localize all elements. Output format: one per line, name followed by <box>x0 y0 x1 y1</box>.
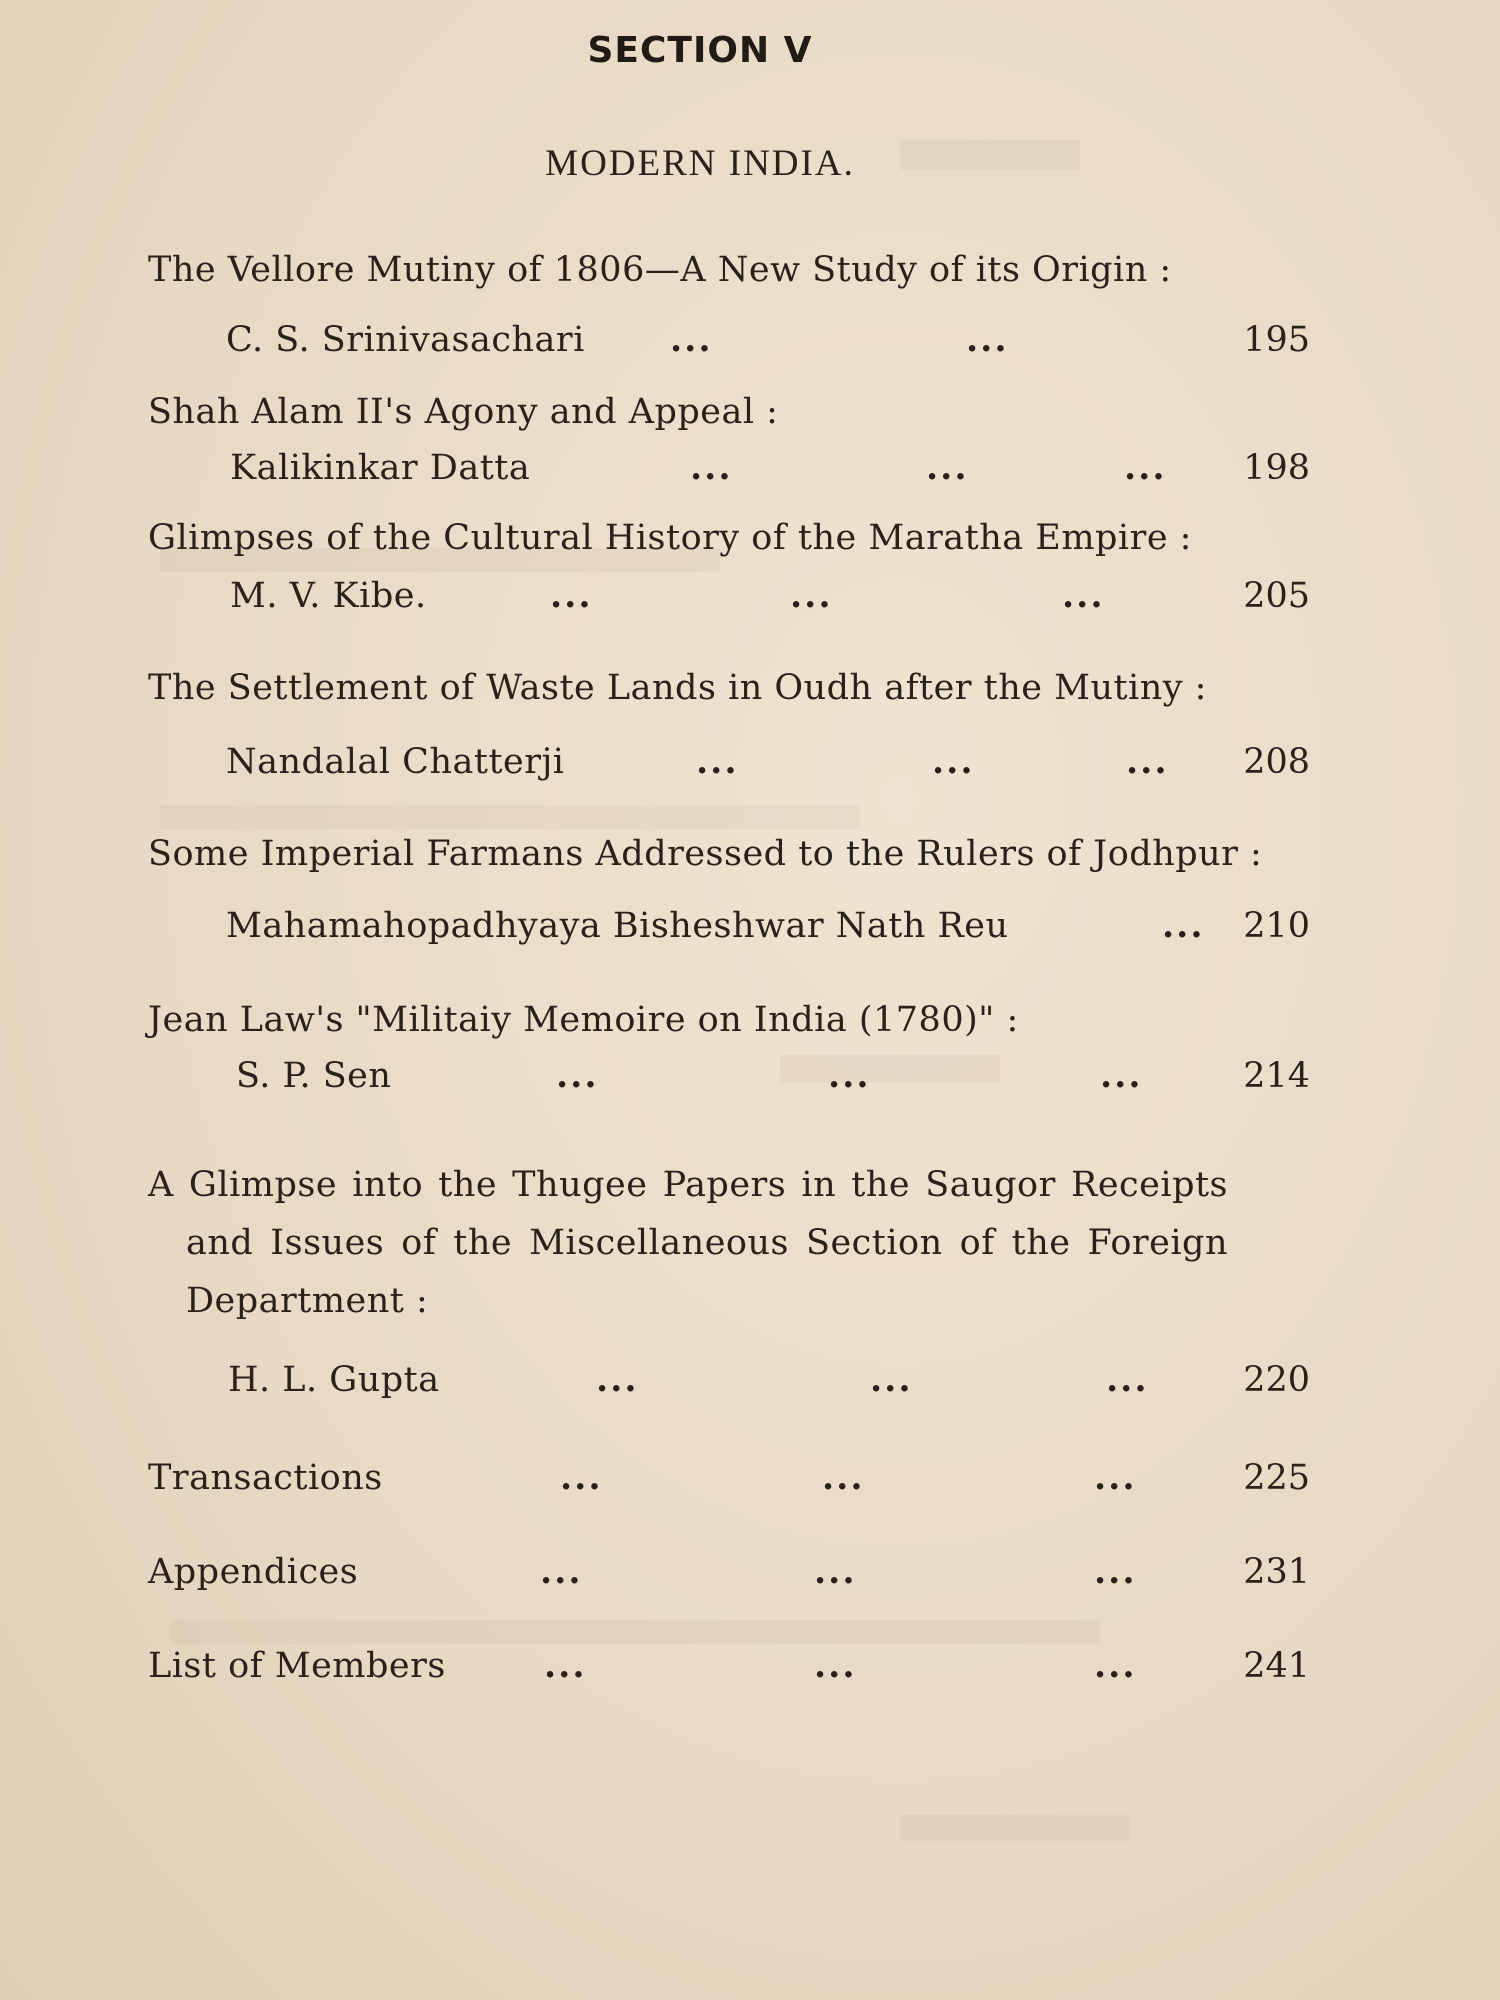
toc-entry-author: M. V. Kibe. <box>230 576 427 616</box>
toc-entry-title: Jean Law's "Militaiy Memoire on India (1780)" : <box>148 1000 1019 1040</box>
leader-dots: ... <box>544 1645 587 1686</box>
leader-dots: ... <box>540 1551 583 1592</box>
toc-page-number: 198 <box>1243 448 1310 488</box>
toc-entry-line <box>148 1352 1310 1408</box>
leader-dots: ... <box>1094 1551 1137 1592</box>
leader-dots: ... <box>822 1457 865 1498</box>
toc-page-number: 210 <box>1243 906 1310 946</box>
leader-dots: ... <box>550 575 593 616</box>
leader-dots: ... <box>596 1359 639 1400</box>
toc-entry-title: Transactions <box>148 1458 383 1498</box>
toc-entry-line <box>148 1450 1310 1506</box>
section-subheading: MODERN INDIA. <box>545 143 855 184</box>
leader-dots: ... <box>966 319 1009 360</box>
leader-dots: ... <box>1094 1645 1137 1686</box>
section-heading: SECTION V <box>587 30 813 71</box>
leader-dots: ... <box>932 741 975 782</box>
leader-dots: ... <box>1162 905 1205 946</box>
toc-entry-author: H. L. Gupta <box>228 1360 440 1400</box>
toc-entry-title: The Vellore Mutiny of 1806—A New Study of its Origin : <box>148 250 1172 290</box>
toc-entry-line <box>148 568 1310 624</box>
toc-page-number: 225 <box>1243 1458 1310 1498</box>
leader-dots: ... <box>926 447 969 488</box>
leader-dots: ... <box>814 1551 857 1592</box>
toc-entry-title: List of Members <box>148 1646 446 1686</box>
toc-page-number: 231 <box>1243 1552 1310 1592</box>
toc-entry-title: Appendices <box>148 1552 359 1592</box>
toc-page-number: 241 <box>1243 1646 1310 1686</box>
toc-entry-title: The Settlement of Waste Lands in Oudh after the Mutiny : <box>148 668 1207 708</box>
toc-entry-line <box>148 1544 1310 1600</box>
leader-dots: ... <box>790 575 833 616</box>
toc-entry-line <box>148 734 1310 790</box>
leader-dots: ... <box>1124 447 1167 488</box>
toc-entry-line <box>148 440 1310 496</box>
toc-entry-line <box>148 312 1310 368</box>
toc-page-number: 208 <box>1243 742 1310 782</box>
toc-entry-author: Nandalal Chatterji <box>226 742 565 782</box>
leader-dots: ... <box>814 1645 857 1686</box>
toc-page-number: 214 <box>1243 1056 1310 1096</box>
toc-entry-title: Some Imperial Farmans Addressed to the Rulers of Jodhpur : <box>148 834 1263 874</box>
toc-entry-title <box>148 1156 1228 1330</box>
leader-dots: ... <box>1094 1457 1137 1498</box>
show-through-shadow <box>900 1815 1130 1841</box>
toc-entry-author: C. S. Srinivasachari <box>226 320 585 360</box>
leader-dots: ... <box>560 1457 603 1498</box>
toc-entry-author: Mahamahopadhyaya Bisheshwar Nath Reu <box>226 906 1009 946</box>
leader-dots: ... <box>1126 741 1169 782</box>
toc-entry-line <box>148 898 1310 954</box>
toc-entry-title: Glimpses of the Cultural History of the Maratha Empire : <box>148 518 1192 558</box>
toc-entry-author: Kalikinkar Datta <box>230 448 531 488</box>
toc-entry-title-text: A Glimpse into the Thugee Papers in the Saugor Receipts and Issues of the Miscellaneous Section of the Foreign Department : <box>148 1165 1228 1321</box>
toc-page-number: 220 <box>1243 1360 1310 1400</box>
toc-entry-line <box>148 1048 1310 1104</box>
leader-dots: ... <box>870 1359 913 1400</box>
toc-entry-title: Shah Alam II's Agony and Appeal : <box>148 392 779 432</box>
toc-page-number: 195 <box>1243 320 1310 360</box>
leader-dots: ... <box>696 741 739 782</box>
toc-entry-author: S. P. Sen <box>236 1056 392 1096</box>
leader-dots: ... <box>828 1055 871 1096</box>
toc-page-number: 205 <box>1243 576 1310 616</box>
leader-dots: ... <box>1106 1359 1149 1400</box>
leader-dots: ... <box>556 1055 599 1096</box>
leader-dots: ... <box>1062 575 1105 616</box>
leader-dots: ... <box>1100 1055 1143 1096</box>
toc-entry-line <box>148 1638 1310 1694</box>
leader-dots: ... <box>670 319 713 360</box>
leader-dots: ... <box>690 447 733 488</box>
